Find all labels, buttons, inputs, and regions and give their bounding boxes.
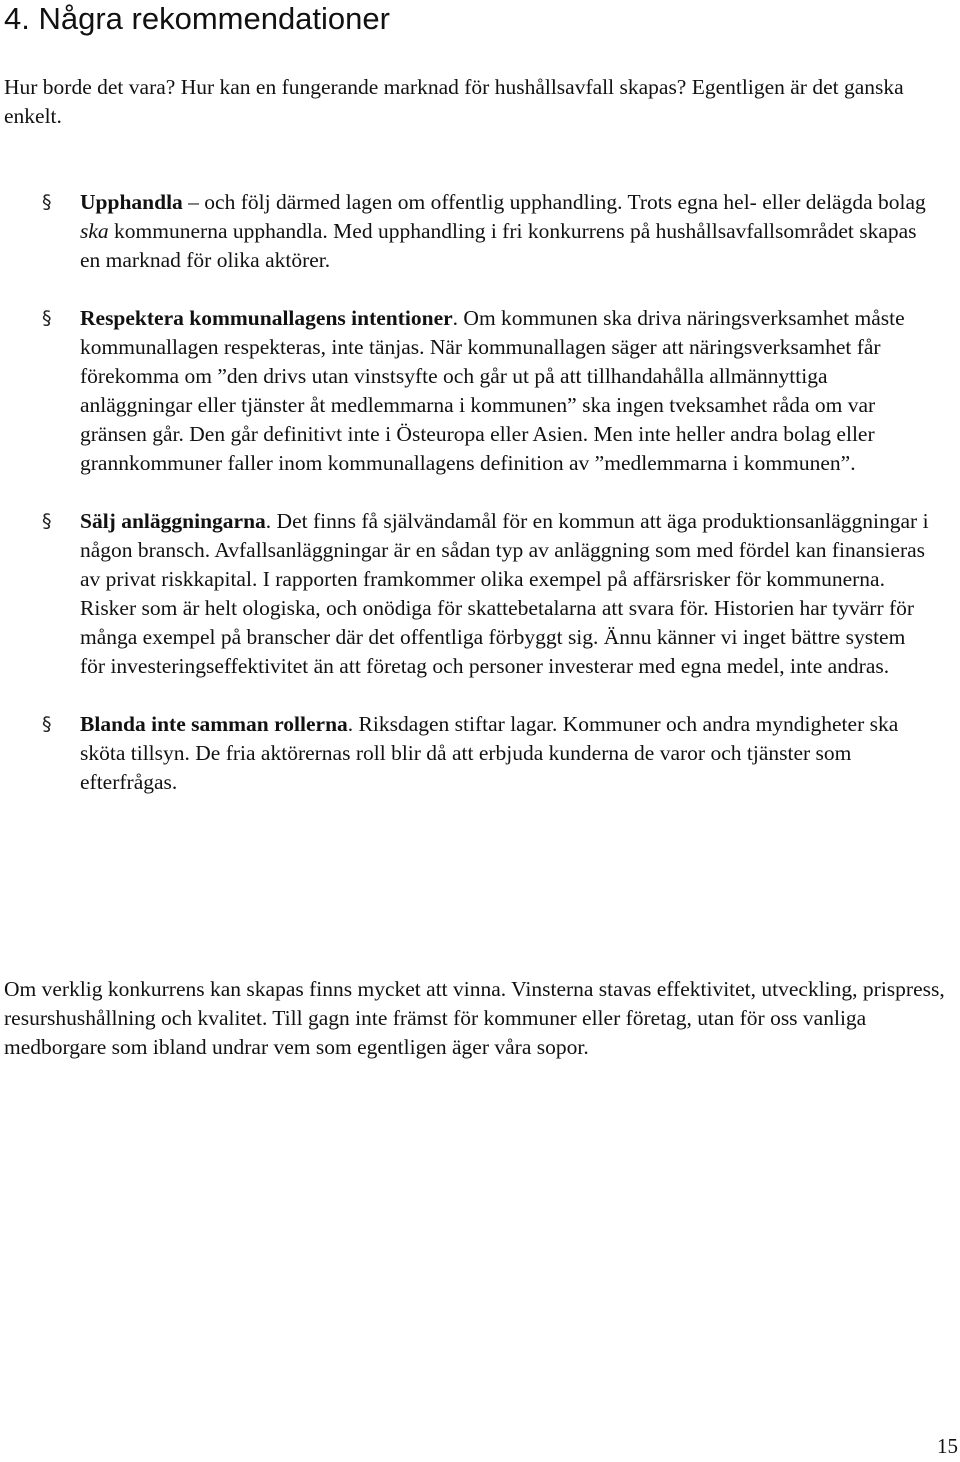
list-item-text xyxy=(80,509,929,678)
section-heading: 4. Några rekommendationer xyxy=(4,1,390,36)
page-number: 15 xyxy=(937,1434,958,1458)
list-item-text xyxy=(80,712,898,794)
conclusion-paragraph: Om verklig konkurrens kan skapas finns mycket att vinna. Vinsterna stavas effektivitet, utveckling, prispress, resurshushållning och kvalitet. Till gagn inte främst för kommuner eller företag, utan för oss vanliga medborgare som ibland undrar vem som egentligen äger våra sopor. xyxy=(4,977,945,1059)
list-item-body: . Riksdagen stiftar lagar. Kommuner och andra myndigheter ska sköta tillsyn. De fria aktörernas roll blir då att erbjuda kunderna de varor och tjänster som efterfrågas. xyxy=(80,712,899,794)
list-item-lead: Sälj anläggningarna xyxy=(80,509,266,533)
list-item-text xyxy=(80,306,905,475)
list-item-upphandla xyxy=(0,188,930,275)
list-item-respektera xyxy=(0,304,930,478)
list-item-lead: Respektera kommunallagens intentioner xyxy=(80,306,453,330)
section-sign-icon: § xyxy=(42,713,52,735)
list-item-body: kommunerna upphandla. Med upphandling i fri konkurrens på hushållsavfallsområdet skapas en marknad för olika aktörer. xyxy=(80,219,917,272)
list-item-blanda xyxy=(0,710,930,797)
list-item-emphasis: ska xyxy=(80,219,109,243)
list-item-body: . Om kommunen ska driva näringsverksamhet måste kommunallagen respekteras, inte tänjas. När kommunallagen säger att näringsverksamhet får förekomma om ”den drivs utan vinstsyfte och går ut på att tillhandahålla allmännyttiga anläggningar eller tjänster åt medlemmarna i kommunen” ska ingen tveksamhet råda om var gränsen går. Den går definitivt inte i Östeuropa eller Asien. Men inte heller andra bolag eller grannkommuner faller inom kommunallagens definition av ”medlemmarna i kommunen”. xyxy=(80,306,905,475)
list-item-lead: Upphandla xyxy=(80,190,183,214)
list-item-body: – och följ därmed lagen om offentlig upphandling. Trots egna hel- eller delägda bolag xyxy=(182,190,926,214)
section-sign-icon: § xyxy=(42,307,52,329)
list-item-salj xyxy=(0,507,930,681)
recommendation-list xyxy=(0,188,960,826)
intro-paragraph: Hur borde det vara? Hur kan en fungerande marknad för hushållsavfall skapas? Egentligen är det ganska enkelt. xyxy=(4,75,904,128)
section-sign-icon: § xyxy=(42,191,52,213)
list-item-text xyxy=(80,190,926,272)
list-item-lead: Blanda inte samman rollerna xyxy=(80,712,348,736)
list-item-body: . Det finns få självändamål för en kommun att äga produktionsanläggningar i någon bransch. Avfallsanläggningar är en sådan typ av anläggning som med fördel kan finansieras av privat riskkapital. I rapporten framkommer olika exempel på affärsrisker för kommunerna. Risker som är helt ologiska, och onödiga för skattebetalarna att svara för. Historien har tyvärr för många exempel på branscher där det offentliga förbyggt sig. Ännu känner vi inget bättre system för investeringseffektivitet än att företag och personer investerar med egna medel, inte andras. xyxy=(80,509,929,678)
section-sign-icon: § xyxy=(42,510,52,532)
